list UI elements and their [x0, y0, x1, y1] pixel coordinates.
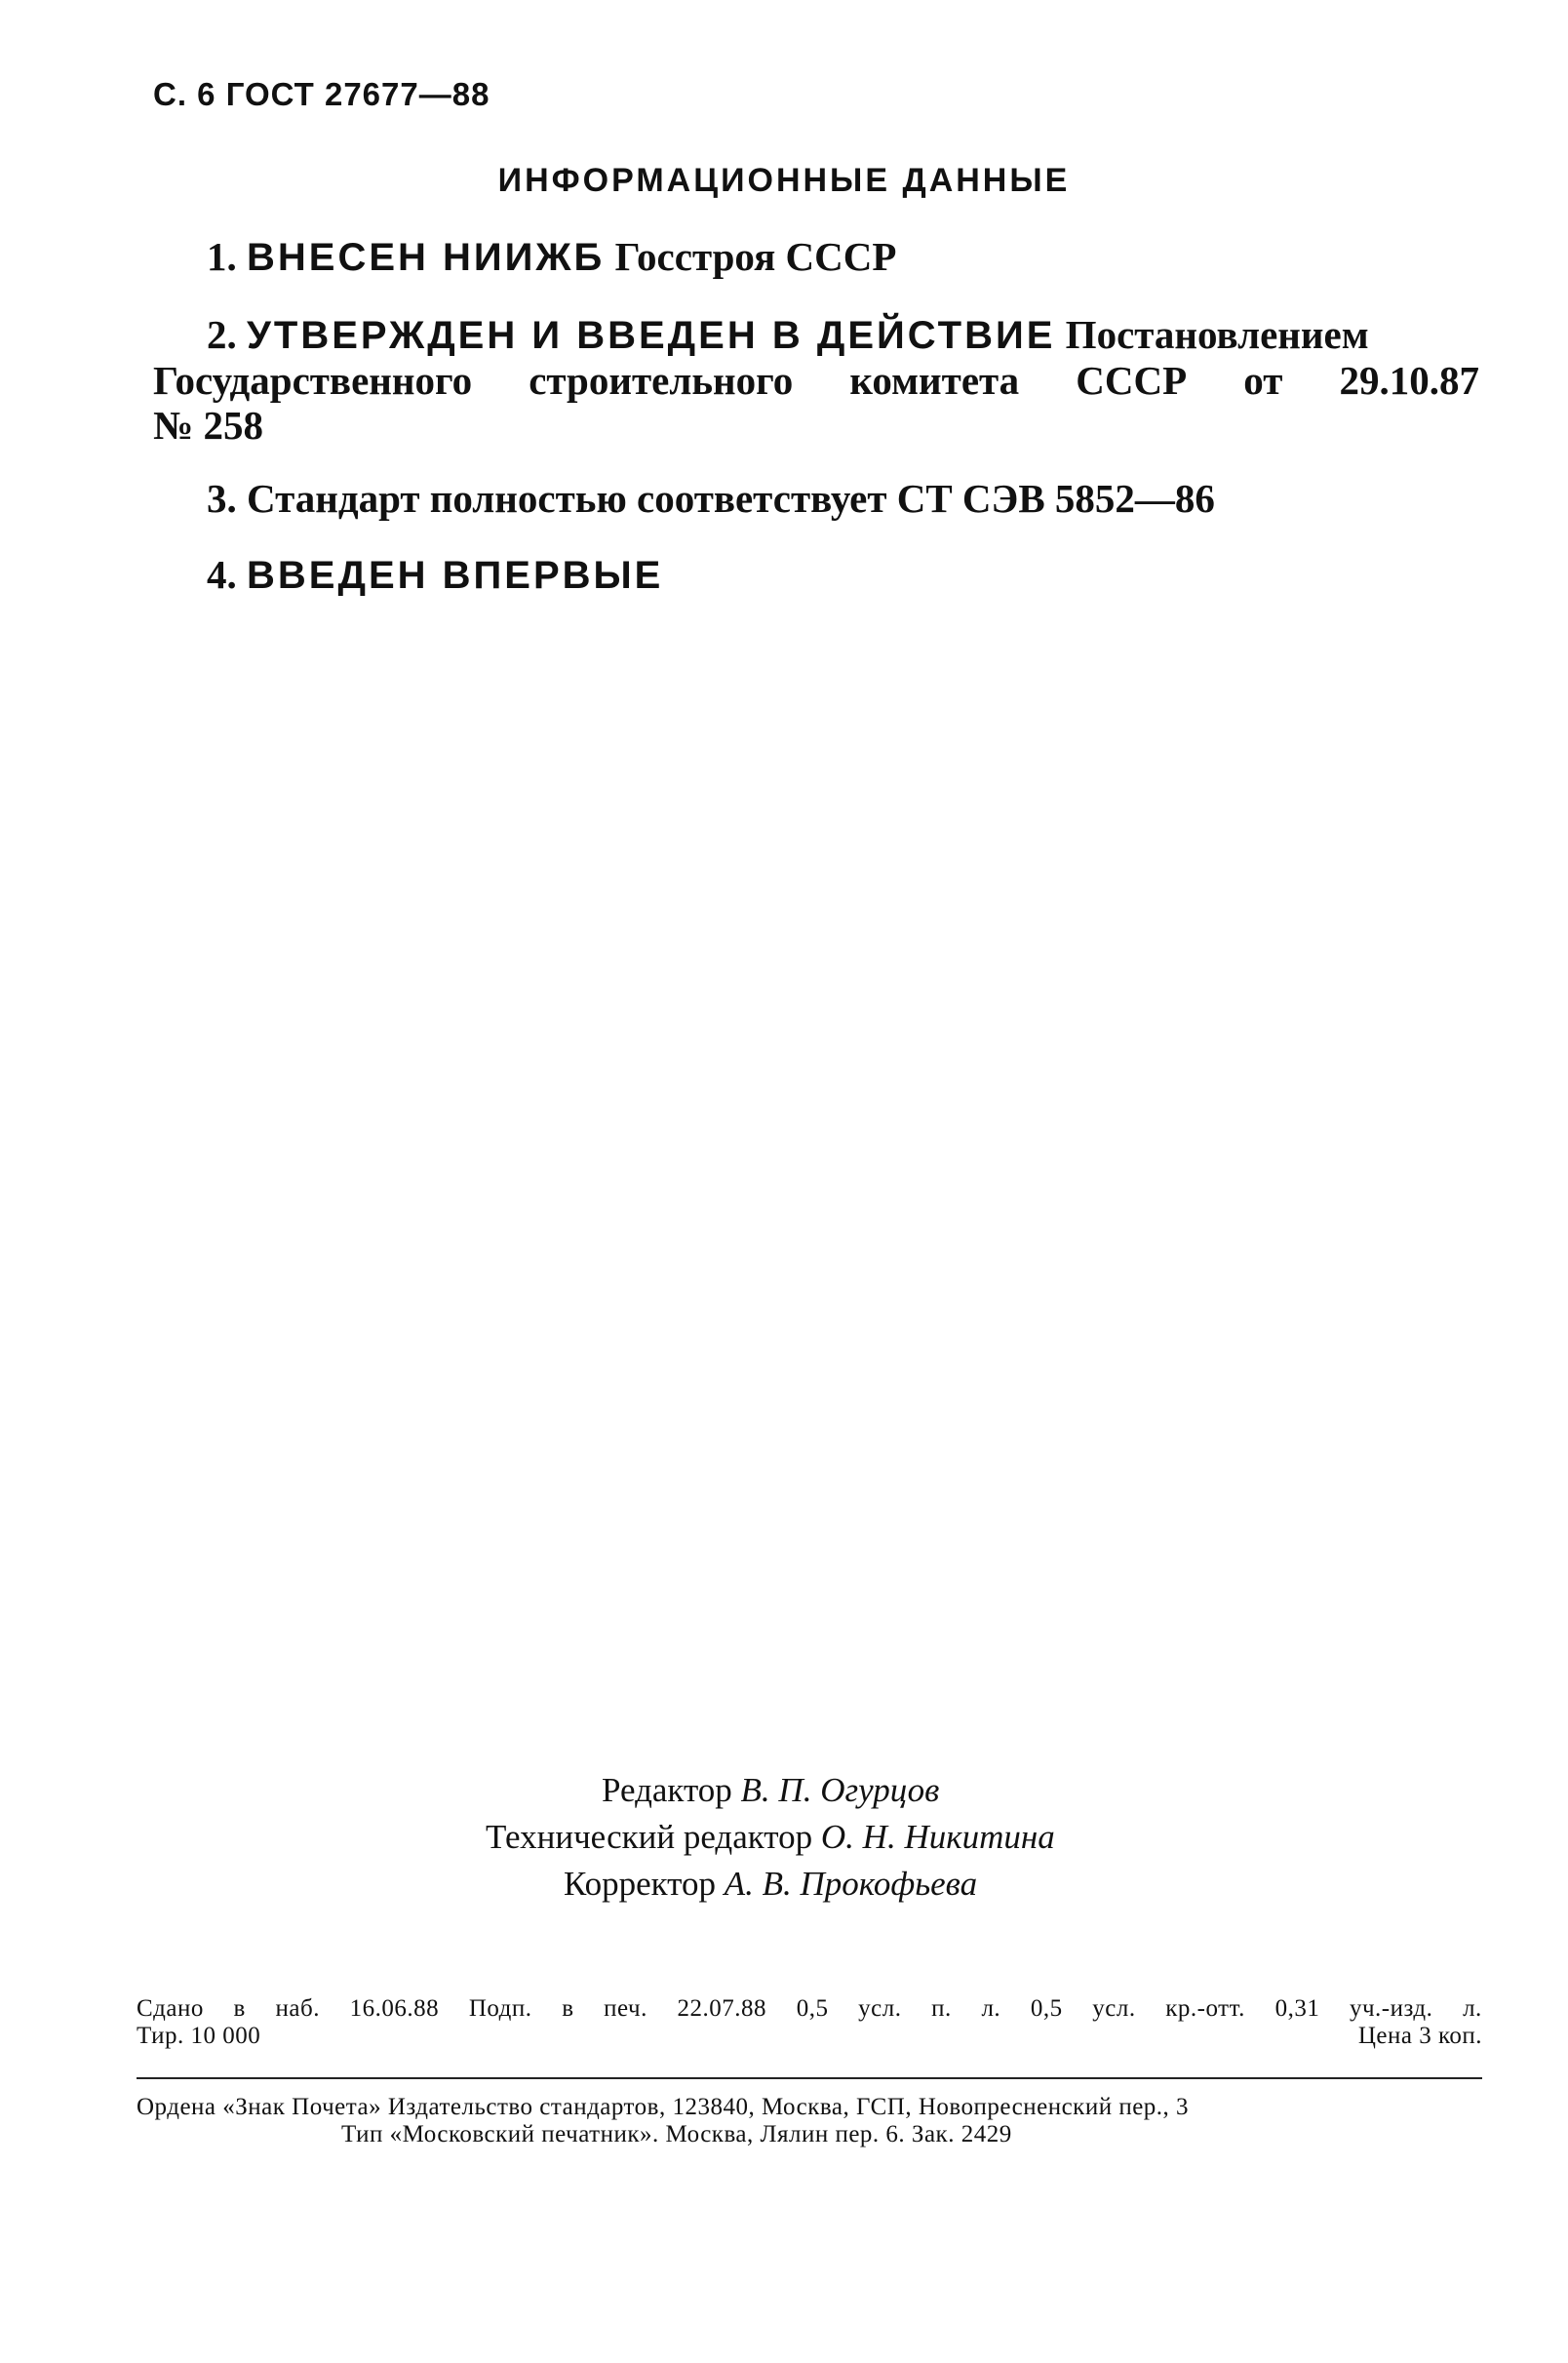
item-text: Госстроя СССР — [614, 234, 897, 279]
credit-editor — [0, 1767, 1568, 1814]
credit-tech-editor — [0, 1814, 1568, 1861]
item-caps-text: ВВЕДЕН ВПЕРВЫЕ — [247, 554, 664, 597]
credit-person: В. П. Огурцов — [740, 1771, 940, 1809]
imprint-word: 0,31 — [1274, 1995, 1320, 2022]
credit-person: А. В. Прокофьева — [724, 1865, 978, 1903]
item-word: СССР — [1076, 358, 1188, 403]
imprint-word: в — [562, 1995, 574, 2022]
imprint-word: л. — [1463, 1995, 1482, 2022]
item-number: 1. — [207, 234, 237, 279]
imprint-word: л. — [981, 1995, 1001, 2022]
item-word: комитета — [849, 358, 1020, 403]
imprint-word: Подп. — [468, 1995, 532, 2022]
item-text: Стандарт полностью соответствует СТ СЭВ 5852—86 — [247, 476, 1215, 521]
credit-role: Корректор — [564, 1865, 717, 1903]
footer-divider — [137, 2077, 1482, 2079]
credit-person: О. Н. Никитина — [820, 1818, 1055, 1856]
imprint-word: уч.-изд. — [1349, 1995, 1433, 2022]
imprint-word: 0,5 — [1030, 1995, 1063, 2022]
page-header: С. 6 ГОСТ 27677—88 — [153, 76, 490, 112]
imprint-word: 16.06.88 — [349, 1995, 440, 2022]
publisher-line: Ордена «Знак Почета» Издательство стандартов, 123840, Москва, ГСП, Новопресненский пер., 3 — [137, 2094, 1190, 2120]
item-number: 2. — [207, 312, 237, 357]
imprint-circulation: Тир. 10 000 — [137, 2023, 261, 2049]
item-line-2 — [153, 358, 1479, 403]
imprint-word: усл. — [858, 1995, 902, 2022]
credit-role: Технический редактор — [486, 1818, 813, 1856]
imprint-word: печ. — [604, 1995, 647, 2022]
item-number: 3. — [207, 476, 237, 521]
imprint-word: наб. — [275, 1995, 320, 2022]
publisher-footer — [137, 2094, 1482, 2148]
item-caps-text: УТВЕРЖДЕН И ВВЕДЕН В ДЕЙСТВИЕ — [247, 314, 1056, 357]
imprint-word: усл. — [1092, 1995, 1136, 2022]
imprint-line-2 — [137, 2023, 1482, 2050]
item-number: 4. — [207, 552, 237, 597]
imprint-block — [137, 1995, 1482, 2050]
item-word: Государственного — [153, 358, 473, 403]
section-title: ИНФОРМАЦИОННЫЕ ДАННЫЕ — [497, 162, 1071, 199]
imprint-word: в — [233, 1995, 246, 2022]
printer-line: Тип «Московский печатник». Москва, Лялин пер. 6. Зак. 2429 — [341, 2121, 1012, 2147]
item-word: 29.10.87 — [1339, 358, 1479, 403]
imprint-word: 0,5 — [796, 1995, 829, 2022]
imprint-word: кр.-отт. — [1165, 1995, 1245, 2022]
credits-block — [0, 1767, 1568, 1908]
credit-role: Редактор — [602, 1771, 732, 1809]
info-item-4 — [153, 552, 1479, 598]
imprint-word: 22.07.88 — [677, 1995, 767, 2022]
imprint-line-1 — [137, 1995, 1482, 2023]
item-line-3: № 258 — [153, 403, 263, 448]
imprint-price: Цена 3 коп. — [1357, 2023, 1482, 2049]
info-item-3 — [153, 476, 1479, 521]
credit-proofreader — [0, 1861, 1568, 1908]
imprint-word: Сдано — [137, 1995, 204, 2022]
item-text: Постановлением — [1065, 312, 1369, 357]
imprint-word: п. — [931, 1995, 952, 2022]
item-caps-text: ВНЕСЕН НИИЖБ — [247, 236, 606, 279]
info-item-2 — [153, 312, 1479, 448]
item-word: от — [1243, 358, 1283, 403]
item-line-1 — [153, 312, 1479, 358]
info-item-1 — [153, 234, 1479, 280]
item-word: строительного — [529, 358, 794, 403]
